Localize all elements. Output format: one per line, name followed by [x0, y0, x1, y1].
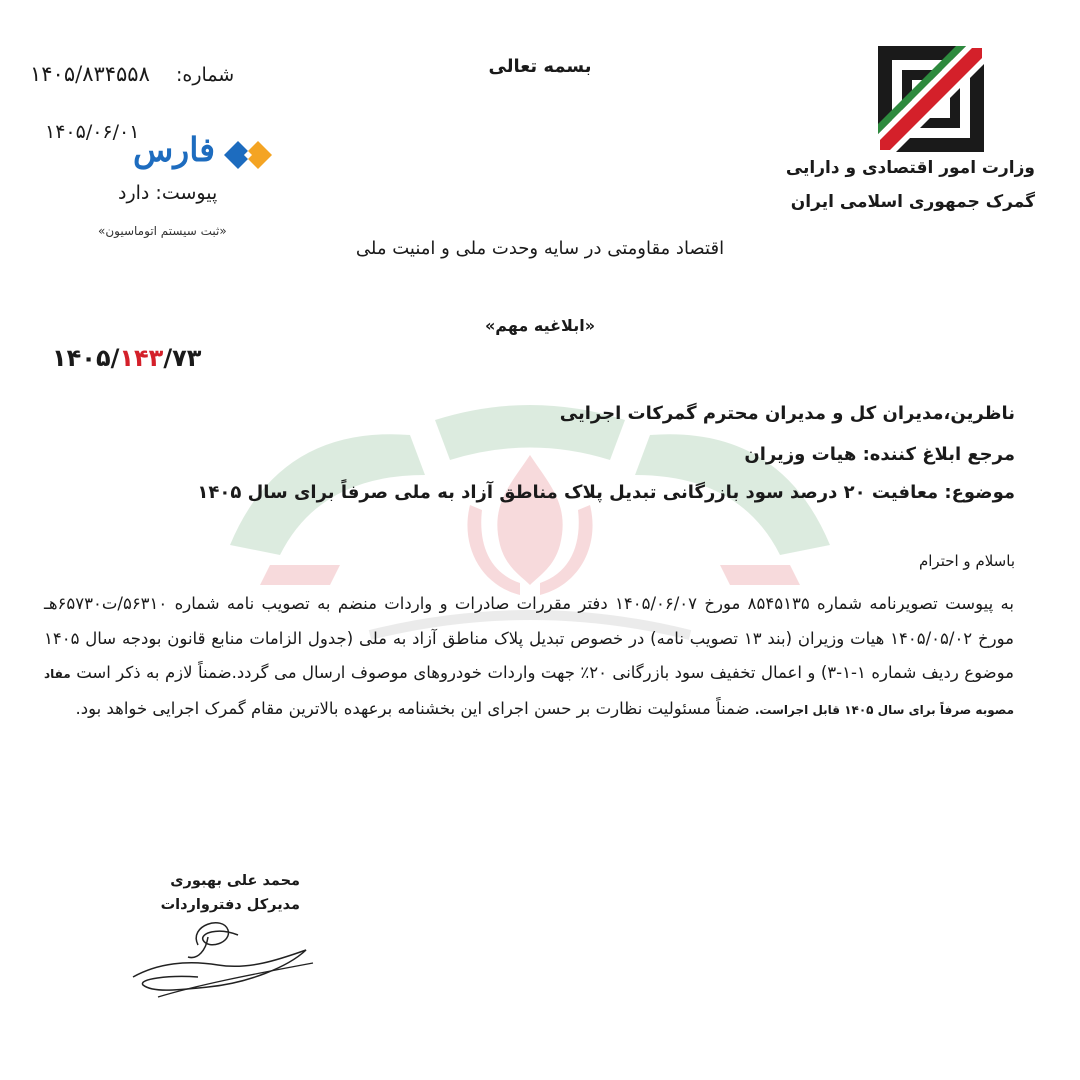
reference-part-2: ۱۴۳	[119, 344, 164, 372]
slogan: اقتصاد مقاومتی در سایه وحدت ملی و امنیت ملی	[355, 238, 725, 259]
subject-line: موضوع: معافیت ۲۰ درصد سود بازرگانی تبدیل پلاک مناطق آزاد به ملی صرفاً برای سال ۱۴۰۵	[197, 482, 1015, 503]
body-small-note: مفاد مصوبه صرفاً برای سال ۱۴۰۵ قابل اجراست.	[44, 667, 1014, 717]
body-end-text: ضمناً مسئولیت نظارت بر حسن اجرای این بخشنامه برعهده بالاترین مقام گمرک اجرایی خواهد بود.	[75, 698, 750, 718]
body-paragraph	[44, 587, 1014, 727]
letter-number: ۱۴۰۵/۸۳۴۵۵۸	[30, 62, 150, 86]
notice-title: «ابلاغیه مهم»	[484, 316, 596, 335]
automation-note: «ثبت سیستم اتوماسیون»	[98, 224, 227, 238]
addressee-line: ناظرین،مدیران کل و مدیران محترم گمرکات اجرایی	[559, 403, 1015, 424]
number-label: شماره:	[176, 64, 235, 86]
signer-name: محمد علی بهبوری	[170, 873, 300, 889]
reference-number	[52, 344, 201, 372]
attachment-status: پیوست: دارد	[118, 182, 218, 204]
salutation: باسلام و احترام	[918, 552, 1015, 570]
organization-name: گمرک جمهوری اسلامی ایران	[790, 192, 1035, 212]
reference-part-1: ۱۴۰۵/	[52, 344, 120, 372]
signer-title: مدیرکل دفترواردات	[160, 897, 300, 913]
handwritten-signature	[128, 905, 318, 1005]
letter-date: ۱۴۰۵/۰۶/۰۱	[45, 121, 140, 143]
reference-part-3: /۷۳	[163, 344, 202, 372]
authority-line: مرجع ابلاغ کننده: هیات وزیران	[744, 444, 1015, 465]
body-main-text: به پیوست تصویرنامه شماره ۸۵۴۵۱۳۵ مورخ ۱۴۰۵/۰۶/۰۷ دفتر مقررات صادرات و واردات منضم به تصویب نامه شماره ۵۶۳۱۰/ت۶۵۷۳۰هـ مورخ ۱۴۰۵/۰۵/۰۲ هیات وزیران (بند ۱۳ تصویب نامه) در خصوص تبدیل پلاک مناطق آزاد به ملی (جدول الزامات منابع قانون بودجه سال ۱۴۰۵ موضوع ردیف شماره ۱-۱-۳) و اعمال تخفیف سود بازرگانی ۲۰٪ جهت واردات خودروهای موصوف ارسال می گردد.ضمناً لازم به ذکر است	[44, 594, 1015, 682]
fars-news-logo-icon	[220, 133, 276, 177]
customs-emblem-logo	[878, 46, 984, 152]
fars-wordmark: فارس	[133, 130, 216, 169]
ministry-name: وزارت امور اقتصادی و دارایی	[785, 158, 1035, 178]
basmala-heading: بسمه تعالی	[488, 56, 592, 77]
